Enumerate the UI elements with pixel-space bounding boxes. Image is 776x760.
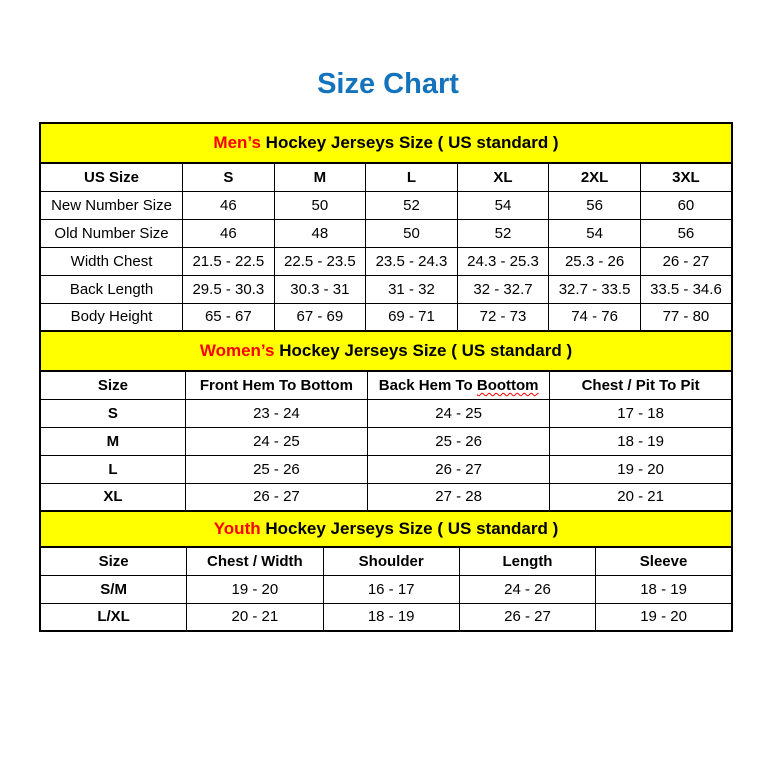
column-header: Sleeve — [596, 547, 732, 575]
size-value-cell: 56 — [549, 191, 641, 219]
column-header: Length — [459, 547, 595, 575]
size-tables — [39, 122, 733, 632]
size-value-cell: 18 - 19 — [596, 575, 732, 603]
size-value-cell: 26 - 27 — [640, 247, 732, 275]
row-label: M — [40, 427, 185, 455]
size-value-cell: 54 — [549, 219, 641, 247]
row-label: Body Height — [40, 303, 183, 331]
youth-size-section — [39, 510, 733, 632]
table-row — [40, 191, 732, 219]
size-value-cell: 52 — [366, 191, 458, 219]
size-value-cell: 33.5 - 34.6 — [640, 275, 732, 303]
page-title: Size Chart — [317, 68, 459, 100]
column-header: Front Hem To Bottom — [185, 371, 367, 399]
size-value-cell: 46 — [183, 191, 275, 219]
size-value-cell: 50 — [274, 191, 366, 219]
row-label: L/XL — [40, 603, 187, 631]
size-value-cell: 56 — [640, 219, 732, 247]
size-value-cell: 26 - 27 — [185, 483, 367, 511]
womens-size-table — [39, 370, 733, 512]
table-row — [40, 427, 732, 455]
column-header: Chest / Pit To Pit — [550, 371, 732, 399]
size-value-cell: 24 - 25 — [185, 427, 367, 455]
table-row — [40, 483, 732, 511]
size-value-cell: 27 - 28 — [368, 483, 550, 511]
size-value-cell: 32 - 32.7 — [457, 275, 549, 303]
table-body — [40, 191, 732, 331]
size-value-cell: 23.5 - 24.3 — [366, 247, 458, 275]
table-body — [40, 399, 732, 511]
mens-size-table — [39, 162, 733, 332]
size-value-cell: 19 - 20 — [550, 455, 732, 483]
size-value-cell: 25 - 26 — [368, 427, 550, 455]
section-title-text: Hockey Jerseys Size ( US standard ) — [260, 133, 559, 152]
size-value-cell: 24.3 - 25.3 — [457, 247, 549, 275]
size-value-cell: 16 - 17 — [323, 575, 459, 603]
table-row — [40, 275, 732, 303]
size-value-cell: 67 - 69 — [274, 303, 366, 331]
size-value-cell: 19 - 20 — [596, 603, 732, 631]
section-title-highlight: Men’s — [213, 133, 261, 152]
table-row — [40, 219, 732, 247]
row-label: Width Chest — [40, 247, 183, 275]
size-value-cell: 52 — [457, 219, 549, 247]
size-value-cell: 69 - 71 — [366, 303, 458, 331]
size-value-cell: 29.5 - 30.3 — [183, 275, 275, 303]
column-header: XL — [457, 163, 549, 191]
size-value-cell: 20 - 21 — [550, 483, 732, 511]
section-title-text: Hockey Jerseys Size ( US standard ) — [274, 341, 573, 360]
size-value-cell: 24 - 25 — [368, 399, 550, 427]
youth-size-table — [39, 546, 733, 632]
size-value-cell: 20 - 21 — [187, 603, 323, 631]
row-label: Old Number Size — [40, 219, 183, 247]
table-row — [40, 303, 732, 331]
size-value-cell: 46 — [183, 219, 275, 247]
table-row — [40, 575, 732, 603]
row-label: S — [40, 399, 185, 427]
mens-size-section — [39, 122, 733, 332]
size-value-cell: 30.3 - 31 — [274, 275, 366, 303]
size-value-cell: 26 - 27 — [368, 455, 550, 483]
size-value-cell: 72 - 73 — [457, 303, 549, 331]
table-head — [40, 371, 732, 399]
size-value-cell: 25.3 - 26 — [549, 247, 641, 275]
size-value-cell: 26 - 27 — [459, 603, 595, 631]
size-value-cell: 21.5 - 22.5 — [183, 247, 275, 275]
column-header: Size — [40, 547, 187, 575]
table-head — [40, 547, 732, 575]
column-header: 2XL — [549, 163, 641, 191]
table-row — [40, 603, 732, 631]
size-value-cell: 32.7 - 33.5 — [549, 275, 641, 303]
size-value-cell: 19 - 20 — [187, 575, 323, 603]
column-header: US Size — [40, 163, 183, 191]
size-value-cell: 48 — [274, 219, 366, 247]
size-value-cell: 54 — [457, 191, 549, 219]
size-value-cell: 60 — [640, 191, 732, 219]
size-value-cell: 24 - 26 — [459, 575, 595, 603]
column-header: M — [274, 163, 366, 191]
column-header-row — [40, 547, 732, 575]
size-value-cell: 17 - 18 — [550, 399, 732, 427]
row-label: XL — [40, 483, 185, 511]
column-header: 3XL — [640, 163, 732, 191]
column-header: Chest / Width — [187, 547, 323, 575]
misspelled-word: Boottom — [476, 376, 539, 394]
row-label: S/M — [40, 575, 187, 603]
table-head — [40, 163, 732, 191]
size-value-cell: 77 - 80 — [640, 303, 732, 331]
womens-section-title — [39, 330, 733, 370]
column-header-row — [40, 371, 732, 399]
column-header — [368, 371, 550, 399]
row-label: Back Length — [40, 275, 183, 303]
section-title-highlight: Women’s — [199, 341, 275, 360]
size-value-cell: 50 — [366, 219, 458, 247]
size-value-cell: 25 - 26 — [185, 455, 367, 483]
column-header: L — [366, 163, 458, 191]
column-header: Shoulder — [323, 547, 459, 575]
mens-section-title — [39, 122, 733, 162]
size-value-cell: 74 - 76 — [549, 303, 641, 331]
size-value-cell: 23 - 24 — [185, 399, 367, 427]
section-title-highlight: Youth — [213, 519, 261, 538]
column-header: S — [183, 163, 275, 191]
header-text: Back Hem To — [378, 376, 477, 394]
row-label: New Number Size — [40, 191, 183, 219]
size-value-cell: 18 - 19 — [550, 427, 732, 455]
table-row — [40, 399, 732, 427]
youth-section-title — [39, 510, 733, 546]
size-value-cell: 65 - 67 — [183, 303, 275, 331]
womens-size-section — [39, 330, 733, 512]
section-title-text: Hockey Jerseys Size ( US standard ) — [260, 519, 559, 538]
size-value-cell: 18 - 19 — [323, 603, 459, 631]
size-value-cell: 31 - 32 — [366, 275, 458, 303]
column-header-row — [40, 163, 732, 191]
table-row — [40, 247, 732, 275]
row-label: L — [40, 455, 185, 483]
table-body — [40, 575, 732, 631]
column-header: Size — [40, 371, 185, 399]
size-value-cell: 22.5 - 23.5 — [274, 247, 366, 275]
table-row — [40, 455, 732, 483]
